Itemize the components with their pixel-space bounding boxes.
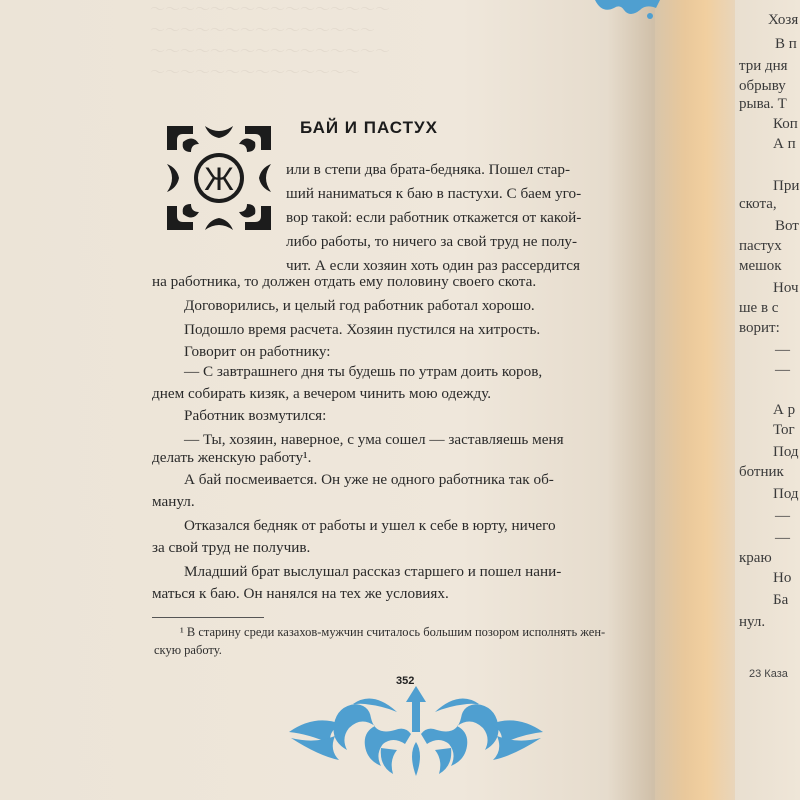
text-line: за свой труд не получив. bbox=[152, 539, 311, 556]
text-line: А бай посмеивается. Он уже не одного работника так об- bbox=[184, 471, 554, 488]
right-text-line: рыва. Т bbox=[739, 96, 787, 112]
text-line: или в степи два брата-бедняка. Пошел стар- bbox=[286, 161, 571, 178]
bottom-ornament-icon bbox=[285, 682, 547, 777]
footnote-divider bbox=[152, 617, 264, 618]
dropcap-letter: Ж bbox=[204, 161, 234, 197]
right-text-line: ботник bbox=[739, 464, 784, 480]
right-text-line: — bbox=[775, 508, 790, 524]
text-line: Говорит он работнику: bbox=[184, 343, 331, 360]
right-text-line: ше в с bbox=[739, 300, 779, 316]
right-text-line: Ноч bbox=[773, 280, 799, 296]
dropcap-ornament-icon bbox=[165, 124, 273, 232]
text-line: Работник возмутился: bbox=[184, 407, 327, 424]
show-through-text: ～～～～～～～～～～～～～～～～ ～～～～～～～～～～～～～～～ ～～～～～～～～～～～～～～～～ ～～～～～～～～～～～～～～ bbox=[150, 2, 391, 81]
right-text-line: А р bbox=[773, 402, 796, 418]
right-text-line: При bbox=[773, 178, 800, 194]
text-line: — Ты, хозяин, наверное, с ума сошел — заставляешь меня bbox=[184, 431, 564, 448]
right-text-line: краю bbox=[739, 550, 772, 566]
text-line: Отказался бедняк от работы и ушел к себе в юрту, ничего bbox=[184, 517, 556, 534]
text-line: Младший брат выслушал рассказ старшего и пошел нани- bbox=[184, 563, 562, 580]
text-line: чит. А если хозяин хоть один раз рассердится bbox=[286, 257, 581, 274]
right-text-line: А п bbox=[773, 136, 796, 152]
right-text-line: — bbox=[775, 342, 790, 358]
right-text-line: мешок bbox=[739, 258, 782, 274]
footnote bbox=[154, 623, 650, 659]
footnote-line: ¹ В старину среди казахов-мужчин считалось большим позором исполнять жен- bbox=[180, 625, 606, 639]
page-number: 352 bbox=[396, 675, 415, 687]
text-line: либо работы, то ничего за свой труд не полу- bbox=[286, 233, 578, 250]
right-text-line: Вот bbox=[775, 218, 799, 234]
right-text-line: пастух bbox=[739, 238, 782, 254]
right-text-line: В п bbox=[775, 36, 797, 52]
text-line: делать женскую работу¹. bbox=[152, 449, 312, 466]
text-line: маться к баю. Он нанялся на тех же условиях. bbox=[152, 585, 449, 602]
right-text-line: ворит: bbox=[739, 320, 780, 336]
right-text-line: Под bbox=[773, 444, 799, 460]
right-text-line: обрыву bbox=[739, 78, 786, 94]
book-gutter bbox=[655, 0, 740, 800]
right-text-line: три дня bbox=[739, 58, 788, 74]
text-line: манул. bbox=[152, 493, 195, 510]
right-text-line: — bbox=[775, 530, 790, 546]
right-text-line: Ба bbox=[773, 592, 789, 608]
footnote-line: скую работу. bbox=[154, 643, 222, 657]
text-line: Подошло время расчета. Хозяин пустился на хитрость. bbox=[184, 321, 541, 338]
text-line: — С завтрашнего дня ты будешь по утрам доить коров, bbox=[184, 363, 543, 380]
right-text-line: скота, bbox=[739, 196, 777, 212]
right-page-footer: 23 Каза bbox=[749, 668, 788, 680]
text-line: днем собирать кизяк, а вечером чинить мою одежду. bbox=[152, 385, 492, 402]
text-line: вор такой: если работник откажется от какой- bbox=[286, 209, 582, 226]
right-text-line: Но bbox=[773, 570, 792, 586]
right-text-line: — bbox=[775, 362, 790, 378]
story-title: БАЙ И ПАСТУХ bbox=[300, 118, 438, 137]
text-line: Договорились, и целый год работник работал хорошо. bbox=[184, 297, 535, 314]
right-text-line: Коп bbox=[773, 116, 798, 132]
text-line: ший наниматься к баю в пастухи. С баем уго- bbox=[286, 185, 582, 202]
right-text-line: Хозя bbox=[768, 12, 799, 28]
top-ornament-icon bbox=[590, 0, 660, 22]
right-text-line: Под bbox=[773, 486, 799, 502]
right-text-line: Тог bbox=[773, 422, 795, 438]
right-text-line: нул. bbox=[739, 614, 766, 630]
right-page bbox=[735, 0, 800, 800]
text-line: на работника, то должен отдать ему половину своего скота. bbox=[152, 273, 537, 290]
